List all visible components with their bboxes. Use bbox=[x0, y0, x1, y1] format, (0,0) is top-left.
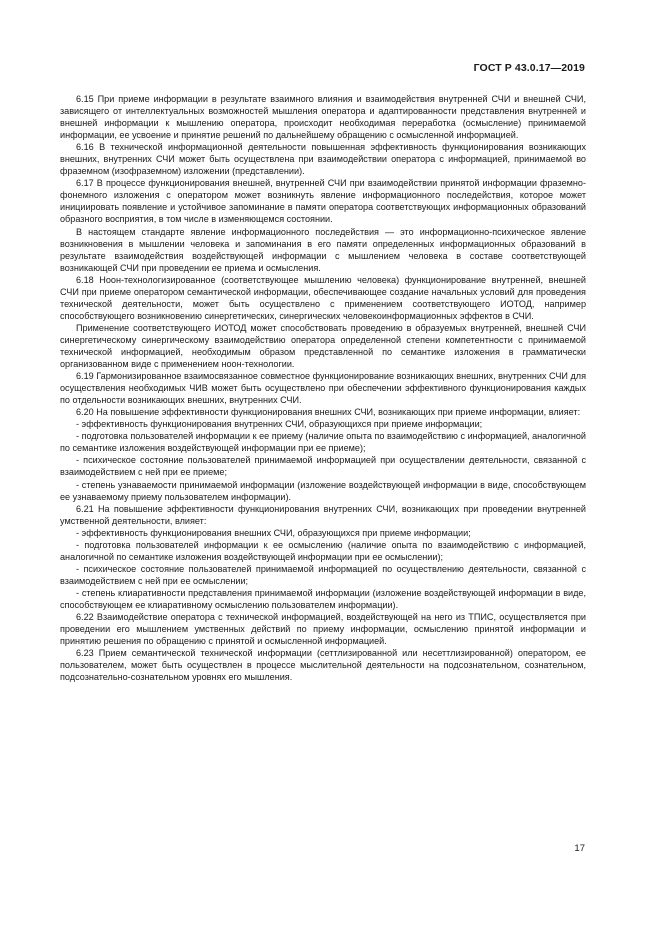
paragraph-6-16: 6.16 В технической информационной деятельности повышенная эффективность функционирования возникающих внешних, внутренних СЧИ может быть осуществлена при взаимодействии оператора с информацией, принимаемой во фраземном (изофраземном) изложении (представлении). bbox=[60, 142, 586, 177]
list-item: - подготовка пользователей информации к ее приему (наличие опыта по взаимодействию с информацией, аналогичной по семантике изложения воздействующей информации при ее приеме); bbox=[60, 431, 586, 454]
list-item: - подготовка пользователей информации к ее осмыслению (наличие опыта по взаимодействию с информацией, аналогичной по семантике изложения воздействующей информации при ее осмыслении); bbox=[60, 539, 586, 562]
paragraph-6-15: 6.15 При приеме информации в результате взаимного влияния и взаимодействия внутренней СЧИ и внешней СЧИ, зависящего от интеллектуальных возможностей мышления оператора и адаптированности представления внутренней и внешней информации к мышлению оператора, происходит необходимая переработка (осмысление) принимаемой информации, ее усвоение и принятие решений по дальнейшему обращению с осмысленной информацией. bbox=[60, 94, 586, 141]
standard-header: ГОСТ Р 43.0.17—2019 bbox=[473, 62, 585, 74]
list-item: - психическое состояние пользователей принимаемой информацией при осуществлении деятельности, связанной с взаимодействием с ней при ее приеме; bbox=[60, 455, 586, 478]
paragraph-6-21: 6.21 На повышение эффективности функционирования внутренних СЧИ, возникающих при проведении внутренней умственной деятельности, влияет: bbox=[60, 503, 586, 526]
list-item: - эффективность функционирования внешних СЧИ, образующихся при приеме информации; bbox=[76, 527, 471, 538]
paragraph-iotod: Применение соответствующего ИОТОД может способствовать проведению в образуемых внутренней, внешней СЧИ синергетическому синергическому взаимодействию оператора определенной степени компетентности с принимаемой технической информацией, необходимым образом представленной по семантике изложения в грамматически организованном виде с применением ноон-технологии. bbox=[60, 322, 586, 370]
paragraph-6-22: 6.22 Взаимодействие оператора с технической информацией, воздействующей на него из ТПИС, осуществляется при проведении его мышлением умственных действий по приему информации, осмыслению принятой информации и принятию решения по обращению с принятой и осмысленной информацией. bbox=[60, 612, 586, 647]
paragraph-definition: В настоящем стандарте явление информационного последействия — это информационно-психическое явление возникновения в мышлении человека и запоминания в его памяти определенных информационных образований в результате взаимодействия воздействующей информации с мышлением человека в составе соответствующей возникающей СЧИ при проведении ее приема и осмысления. bbox=[60, 226, 586, 273]
paragraph-6-18: 6.18 Ноон-технологизированное (соответствующее мышлению человека) функционирование внутренней, внешней СЧИ при приеме оператором семантической информации, обеспечивающее создание начальных условий для проведения технической деятельности, может быть осуществлено с применением соответствующего ИОТОД, например способствующего возникновению синергетических, синергических человекоинформационных эффектов в СЧИ. bbox=[60, 274, 586, 321]
document-body bbox=[60, 93, 586, 683]
list-item: - степень узнаваемости принимаемой информации (изложение воздействующей информации в виде, способствующем ее узнаваемому приему пользователем информации). bbox=[60, 479, 586, 502]
paragraph-6-19: 6.19 Гармонизированное взаимосвязанное совместное функционирование возникающих внешних, внутренних СЧИ для осуществления необходимых ЧИВ может быть осуществлено при обеспечении эффективного функционирования каждых по отдельности возникающих внешних, внутренних СЧИ. bbox=[60, 371, 586, 406]
list-item: - эффективность функционирования внутренних СЧИ, образующихся при приеме информации; bbox=[76, 419, 483, 430]
paragraph-6-23: 6.23 Прием семантической технической информации (сеттлизированной или несеттлизированной) оператором, ее пользователем, может быть осуществлен в процессе мыслительной деятельности на подсознательном, сознательном, подсознательно-сознательном уровнях его мышления. bbox=[60, 648, 586, 683]
list-item: - психическое состояние пользователей принимаемой информацией по осуществлению деятельности, связанной с взаимодействием с ней при ее осмыслении; bbox=[60, 563, 586, 586]
list-item: - степень клиаративности представления принимаемой информации (изложение воздействующей информации в виде, способствующем ее клиаративному осмыслению пользователем информации). bbox=[60, 587, 586, 610]
page-number: 17 bbox=[574, 843, 585, 854]
paragraph-6-17: 6.17 В процессе функционирования внешней, внутренней СЧИ при взаимодействии принятой информации фраземно-фонемного изложения с оператором может возникнуть явление информационного последействия, которое может инициировать появление и устойчивое запоминание в памяти оператора соответствующих информационных образований образного восприятия, в том числе в изменяющемся состоянии. bbox=[60, 178, 586, 225]
paragraph-6-20: 6.20 На повышение эффективности функционирования внешних СЧИ, возникающих при приеме информации, влияет: bbox=[76, 407, 581, 418]
